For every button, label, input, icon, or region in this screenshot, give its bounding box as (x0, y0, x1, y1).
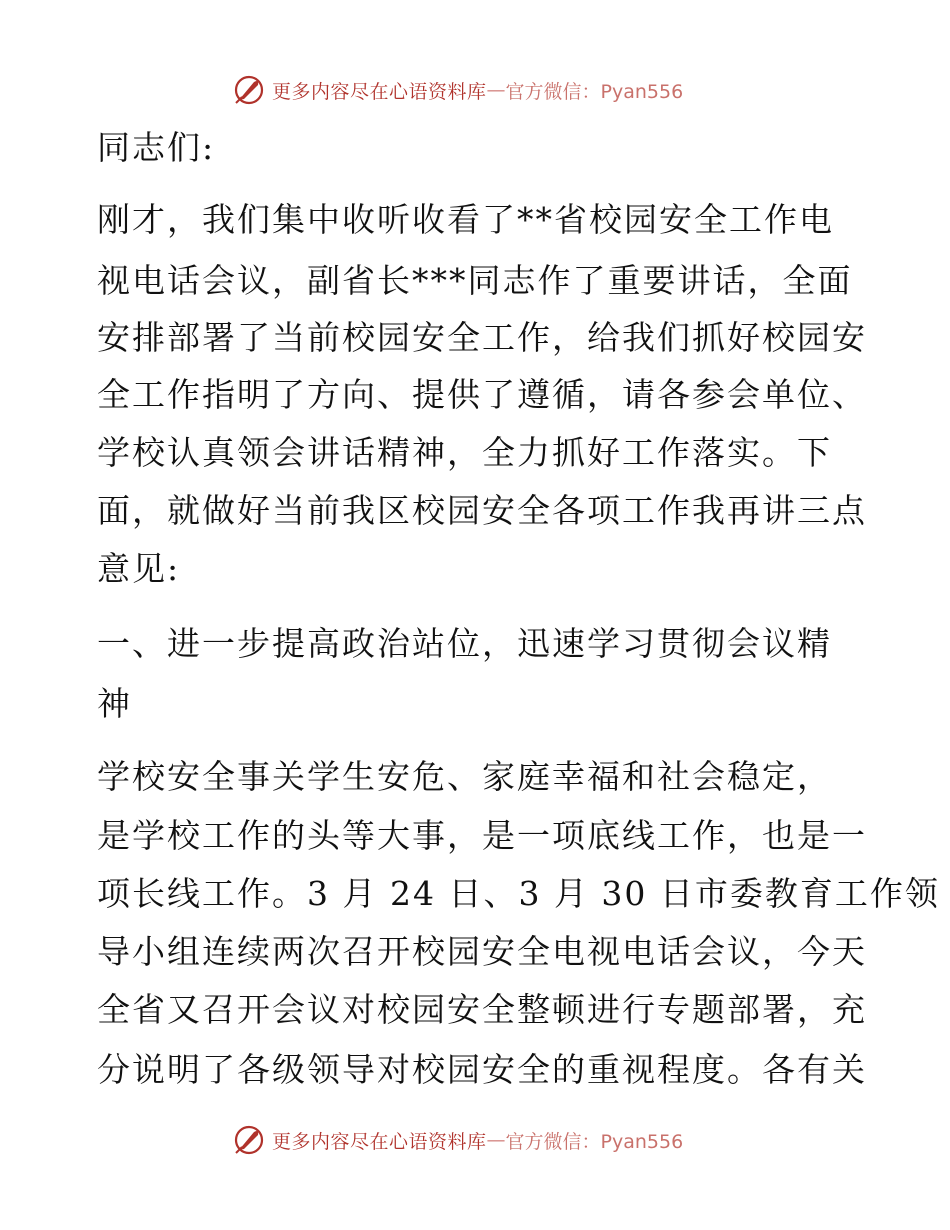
paragraph-line: 学校认真领会讲话精神，全力抓好工作落实。下 (97, 433, 832, 472)
paragraph-line: 全省又召开会议对校园安全整顿进行专题部署，充 (97, 990, 867, 1029)
watermark-suffix-text: 官方微信：Pyan556 (505, 80, 684, 103)
paragraph-line: 安排部署了当前校园安全工作，给我们抓好校园安 (97, 318, 867, 357)
paragraph-line: 面，就做好当前我区校园安全各项工作我再讲三点 (97, 491, 867, 530)
quill-pen-logo-icon (232, 73, 266, 107)
section-heading: 一、进一步提高政治站位，迅速学习贯彻会议精 (97, 624, 832, 663)
paragraph-line: 导小组连续两次召开校园安全电视电话会议，今天 (97, 932, 867, 971)
paragraph-line: 项长线工作。3 月 24 日、3 月 30 日市委教育工作领 (97, 874, 940, 913)
watermark-suffix-text: 官方微信：Pyan556 (505, 1130, 684, 1153)
paragraph-line: 分说明了各级领导对校园安全的重视程度。各有关 (97, 1050, 867, 1089)
watermark-separator: — (486, 1129, 506, 1151)
salutation: 同志们: (97, 128, 216, 167)
paragraph-line: 是学校工作的头等大事，是一项底线工作，也是一 (97, 816, 867, 855)
watermark-main-text: 更多内容尽在心语资料库 (272, 1130, 487, 1153)
section-heading: 神 (97, 684, 132, 723)
paragraph-line: 意见: (97, 549, 181, 588)
watermark-banner-top (232, 70, 683, 110)
quill-pen-logo-icon (232, 1123, 266, 1157)
watermark-banner-bottom (232, 1120, 683, 1160)
paragraph-line: 视电话会议，副省长***同志作了重要讲话，全面 (97, 261, 853, 300)
watermark-main-text: 更多内容尽在心语资料库 (272, 80, 487, 103)
paragraph-line: 学校安全事关学生安危、家庭幸福和社会稳定， (97, 757, 832, 796)
paragraph-line: 刚才，我们集中收听收看了**省校园安全工作电 (97, 200, 834, 239)
paragraph-line: 全工作指明了方向、提供了遵循，请各参会单位、 (97, 375, 867, 414)
watermark-separator: — (486, 79, 506, 101)
